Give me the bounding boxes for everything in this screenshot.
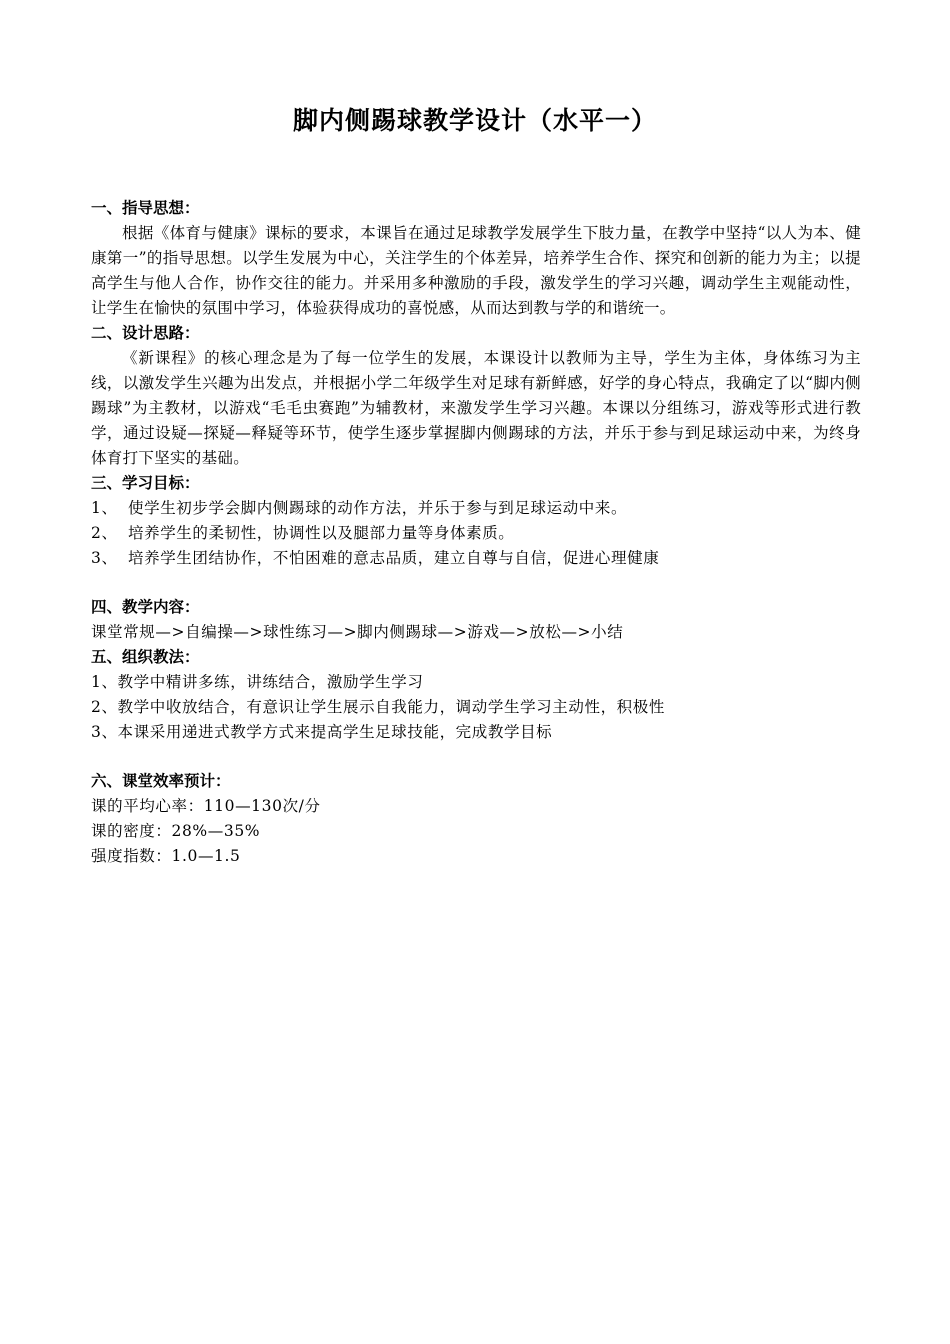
section-heading-efficiency-estimate: 六、课堂效率预计： [91,772,231,790]
section-body-guiding-thought: 根据《体育与健康》课标的要求，本课旨在通过足球教学发展学生下肢力量，在教学中坚持“以人为本、健康第一”的指导思想。以学生发展为中心，关注学生的个体差异，培养学生合作、探究和创新的能力为主；以提高学生与他人合作，协作交往的能力。并采用多种激励的手段，激发学生的学习兴趣，调动学生主观能动性，让学生在愉快的氛围中学习，体验获得成功的喜悦感，从而达到教与学的和谐统一。 [91,224,861,317]
section-heading-teaching-content: 四、教学内容： [91,598,200,616]
learning-goal-number: 3、 [91,549,118,567]
section-body-design-idea: 《新课程》的核心理念是为了每一位学生的发展，本课设计以教师为主导，学生为主体，身体练习为主线，以激发学生兴趣为出发点，并根据小学二年级学生对足球有新鲜感，好学的身心特点，我确定了以“脚内侧踢球”为主教材，以游戏“毛毛虫赛跑”为辅教材，来激发学生学习兴趣。本课以分组练习，游戏等形式进行教学，通过设疑—探疑—释疑等环节，使学生逐步掌握脚内侧踢球的方法，并乐于参与到足球运动中来，为终身体育打下坚实的基础。 [91,349,861,467]
learning-goal-text: 培养学生团结协作，不怕困难的意志品质，建立自尊与自信，促进心理健康 [128,549,660,567]
section-heading-guiding-thought: 一、指导思想： [91,199,200,217]
spacer [91,745,861,769]
section-heading-design-idea: 二、设计思路： [91,324,200,342]
learning-goal-number: 2、 [91,524,118,542]
efficiency-item-intensity: 强度指数：1.0—1.5 [91,847,241,865]
spacer [91,571,861,595]
efficiency-item-density: 课的密度：28%—35% [91,822,261,840]
learning-goal-text: 使学生初步学会脚内侧踢球的动作方法，并乐于参与到足球运动中来。 [128,499,628,517]
document-body [91,196,861,869]
teaching-method-item: 3、本课采用递进式教学方式来提高学生足球技能，完成教学目标 [91,723,553,741]
section-heading-learning-goals: 三、学习目标： [91,474,200,492]
learning-goal-item [91,546,861,571]
learning-goal-item [91,521,861,546]
efficiency-item-heart-rate: 课的平均心率：110—130次/分 [91,797,321,815]
learning-goal-text: 培养学生的柔韧性，协调性以及腿部力量等身体素质。 [128,524,515,542]
learning-goal-number: 1、 [91,499,118,517]
teaching-method-item: 1、教学中精讲多练，讲练结合，激励学生学习 [91,673,424,691]
section-body-teaching-content: 课堂常规—>自编操—>球性练习—>脚内侧踢球—>游戏—>放松—>小结 [91,623,624,641]
document-title: 脚内侧踢球教学设计（水平一） [292,106,657,135]
teaching-method-item: 2、教学中收放结合，有意识让学生展示自我能力，调动学生学习主动性，积极性 [91,698,665,716]
learning-goal-item [91,496,861,521]
section-heading-teaching-method: 五、组织教法： [91,648,200,666]
